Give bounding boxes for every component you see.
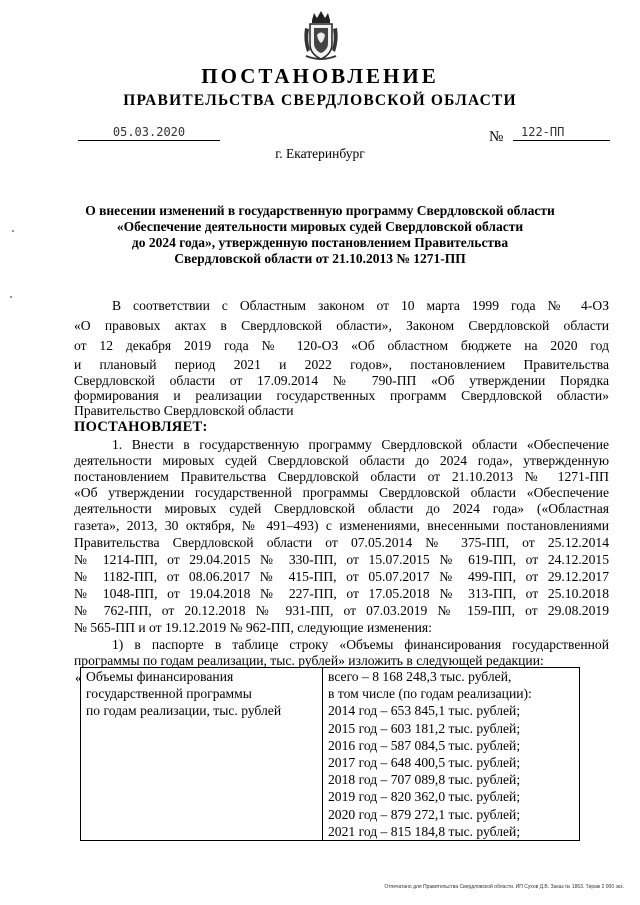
document-heading: [60, 203, 580, 267]
scan-speck: [12, 230, 14, 232]
subitem1-line: 1) в паспорте в таблице строку «Объемы финансирования государственной: [112, 637, 609, 652]
table-cell-values: [323, 668, 580, 841]
heading-line: Свердловской области от 21.10.2013 № 1271-ПП: [174, 251, 466, 266]
value-line: 2021 год – 815 184,8 тыс. рублей;: [328, 823, 521, 839]
value-line: 2017 год – 648 400,5 тыс. рублей;: [328, 755, 521, 771]
value-line: 2018 год – 707 089,8 тыс. рублей;: [328, 772, 521, 788]
value-line: всего – 8 168 248,3 тыс. рублей,: [328, 669, 512, 684]
preamble-line: от 12 декабря 2019 года № 120-ОЗ «Об областном бюджете на 2020 год: [74, 338, 609, 353]
item1-line: деятельности мировых судей Свердловской области до 2024 года», утвержденную: [74, 453, 609, 468]
coat-of-arms-emblem: [302, 10, 340, 62]
item1-line: деятельности мировых судей Свердловской области до 2024 года» («Областная: [74, 501, 609, 516]
financing-table: [80, 667, 580, 841]
heading-line: до 2024 года», утвержденную постановлением Правительства: [131, 235, 509, 250]
preamble-line: В соответствии с Областным законом от 10 марта 1999 года № 4-ОЗ: [112, 298, 609, 313]
scan-speck: [10, 296, 12, 298]
value-line: в том числе (по годам реализации):: [328, 686, 532, 702]
item1-line: № 1048-ПП, от 19.04.2018 № 227-ПП, от 17.05.2018 № 313-ПП, от 25.10.2018: [74, 586, 609, 601]
label-line: государственной программы: [86, 686, 252, 702]
item1-line: «Об утверждении государственной программы Свердловской области «Обеспечение: [74, 485, 609, 500]
decree-word: ПОСТАНОВЛЯЕТ:: [74, 419, 208, 435]
preamble-line: Свердловской области от 17.09.2014 № 790-ПП «Об утверждении Порядка: [74, 373, 609, 388]
value-line: 2020 год – 879 272,1 тыс. рублей;: [328, 806, 521, 822]
document-number: 122-ПП: [513, 125, 610, 141]
heading-line: О внесении изменений в государственную программу Свердловской области: [85, 203, 555, 218]
subitem1-line: программы по годам реализации, тыс. рублей» изложить в следующей редакции:: [74, 653, 544, 668]
item1-line: Правительства Свердловской области от 07.05.2014 № 375-ПП, от 25.12.2014: [74, 535, 609, 550]
heading-line: «Обеспечение деятельности мировых судей Свердловской области: [116, 219, 524, 234]
item1-line: № 1182-ПП, от 08.06.2017 № 415-ПП, от 05.07.2017 № 499-ПП, от 29.12.2017: [74, 569, 609, 584]
preamble-line: Правительство Свердловской области: [74, 403, 294, 418]
item1-line: № 1214-ПП, от 29.04.2015 № 330-ПП, от 15.07.2015 № 619-ПП, от 24.12.2015: [74, 552, 609, 567]
label-line: по годам реализации, тыс. рублей: [86, 703, 282, 719]
value-line: 2015 год – 603 181,2 тыс. рублей;: [328, 720, 521, 736]
label-line: Объемы финансирования: [86, 669, 234, 684]
table-row: [81, 668, 580, 841]
value-line: 2019 год – 820 362,0 тыс. рублей;: [328, 789, 521, 805]
preamble-line: «О правовых актах в Свердловской области», Законом Свердловской области: [74, 318, 609, 333]
document-date: 05.03.2020: [78, 125, 220, 141]
table-cell-label: [81, 668, 323, 841]
preamble-line: и плановый период 2021 и 2022 годов», постановлением Правительства: [74, 357, 609, 372]
print-imprint: Отпечатано для Правительства Свердловской области. ИП Сухов Д.В. Заказ № 1863. Тираж 2 000 экз.: [384, 884, 624, 890]
item1-line: газета», 2013, 30 октября, № 491–493) с изменениями, внесенными постановлениями: [74, 518, 609, 533]
item1-line: постановлением Правительства Свердловской области от 21.10.2013 № 1271-ПП: [74, 469, 609, 484]
preamble-line: формирования и реализации государственных программ Свердловской области»: [74, 388, 609, 403]
number-label: №: [489, 129, 504, 145]
value-line: 2016 год – 587 084,5 тыс. рублей;: [328, 737, 521, 753]
item1-line: № 762-ПП, от 20.12.2018 № 931-ПП, от 07.03.2019 № 159-ПП, от 29.08.2019: [74, 603, 609, 618]
item1-line: 1. Внести в государственную программу Свердловской области «Обеспечение: [112, 437, 609, 452]
opening-quote: «: [75, 670, 82, 685]
item1-line: № 565-ПП и от 19.12.2019 № 962-ПП, следующие изменения:: [74, 620, 432, 635]
city: г. Екатеринбург: [275, 146, 365, 161]
document-title: ПОСТАНОВЛЕНИЕ: [201, 64, 439, 88]
value-line: 2014 год – 653 845,1 тыс. рублей;: [328, 703, 521, 719]
document-subtitle: ПРАВИТЕЛЬСТВА СВЕРДЛОВСКОЙ ОБЛАСТИ: [123, 92, 517, 109]
